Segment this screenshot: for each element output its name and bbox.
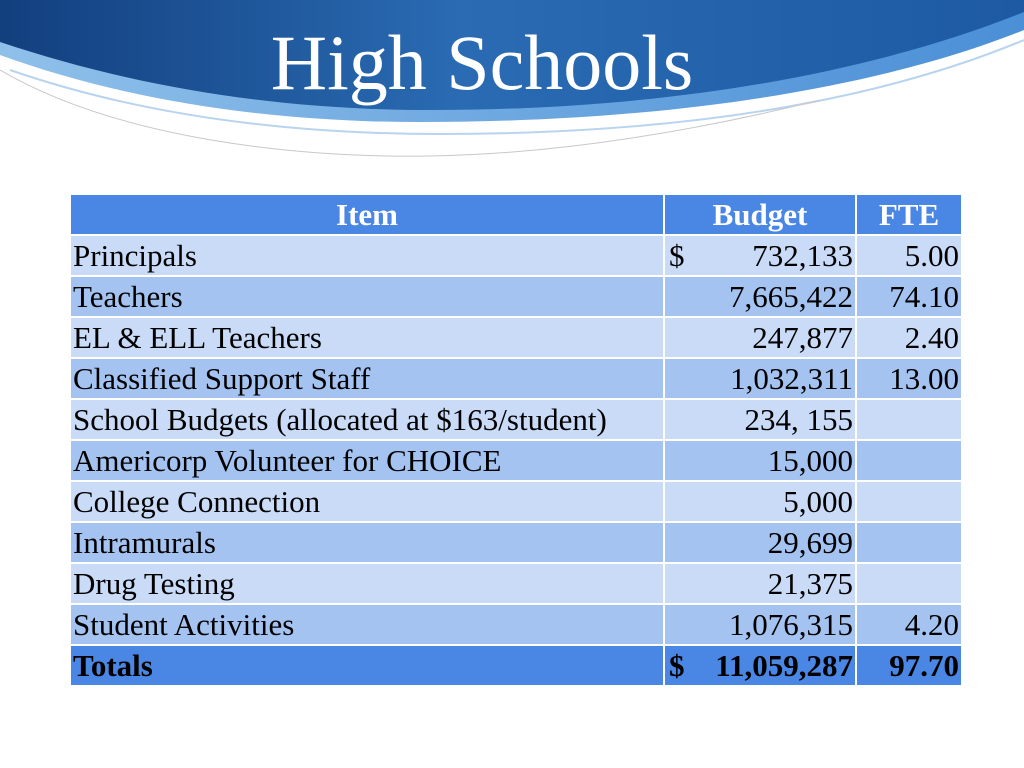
- row-budget: [664, 563, 856, 604]
- row-budget: [664, 481, 856, 522]
- totals-fte: 97.70: [856, 645, 962, 686]
- row-fte: 5.00: [856, 235, 962, 276]
- row-fte: [856, 440, 962, 481]
- row-fte: [856, 481, 962, 522]
- table-row: [70, 604, 962, 645]
- budget-value: 21,375: [767, 566, 853, 601]
- row-fte: 13.00: [856, 358, 962, 399]
- row-item: Teachers: [70, 276, 664, 317]
- currency-symbol: $: [669, 648, 685, 683]
- row-budget: [664, 317, 856, 358]
- budget-value: 234, 155: [744, 402, 853, 437]
- column-header-budget: Budget: [664, 194, 856, 235]
- currency-symbol: $: [669, 238, 685, 273]
- budget-value: 1,032,311: [730, 361, 853, 396]
- column-header-item: Item: [70, 194, 664, 235]
- row-budget: [664, 235, 856, 276]
- row-budget: [664, 522, 856, 563]
- row-fte: 74.10: [856, 276, 962, 317]
- row-fte: 4.20: [856, 604, 962, 645]
- budget-value: 11,059,287: [715, 648, 853, 683]
- totals-budget: [664, 645, 856, 686]
- row-item: College Connection: [70, 481, 664, 522]
- budget-value: 7,665,422: [729, 279, 853, 314]
- row-fte: 2.40: [856, 317, 962, 358]
- slide-title: High Schools: [270, 19, 694, 106]
- table-row: [70, 317, 962, 358]
- row-item: School Budgets (allocated at $163/student): [70, 399, 664, 440]
- budget-value: 5,000: [783, 484, 853, 519]
- row-fte: [856, 563, 962, 604]
- budget-value: 1,076,315: [729, 607, 853, 642]
- table-row: [70, 358, 962, 399]
- table-row: [70, 522, 962, 563]
- row-item: Classified Support Staff: [70, 358, 664, 399]
- table-row: [70, 399, 962, 440]
- row-budget: [664, 399, 856, 440]
- row-budget: [664, 358, 856, 399]
- row-item: Intramurals: [70, 522, 664, 563]
- budget-table: [69, 193, 963, 687]
- row-fte: [856, 399, 962, 440]
- row-budget: [664, 440, 856, 481]
- table-row: [70, 563, 962, 604]
- table-header-row: [70, 194, 962, 235]
- table-row: [70, 235, 962, 276]
- column-header-fte: FTE: [856, 194, 962, 235]
- row-item: Drug Testing: [70, 563, 664, 604]
- table-row: [70, 276, 962, 317]
- budget-value: 247,877: [752, 320, 853, 355]
- totals-label: Totals: [70, 645, 664, 686]
- row-item: Student Activities: [70, 604, 664, 645]
- row-fte: [856, 522, 962, 563]
- row-item: EL & ELL Teachers: [70, 317, 664, 358]
- row-budget: [664, 276, 856, 317]
- row-item: Americorp Volunteer for CHOICE: [70, 440, 664, 481]
- totals-row: [70, 645, 962, 686]
- budget-value: 732,133: [752, 238, 853, 273]
- budget-value: 29,699: [767, 525, 853, 560]
- row-item: Principals: [70, 235, 664, 276]
- row-budget: [664, 604, 856, 645]
- budget-value: 15,000: [767, 443, 853, 478]
- table-row: [70, 481, 962, 522]
- table-row: [70, 440, 962, 481]
